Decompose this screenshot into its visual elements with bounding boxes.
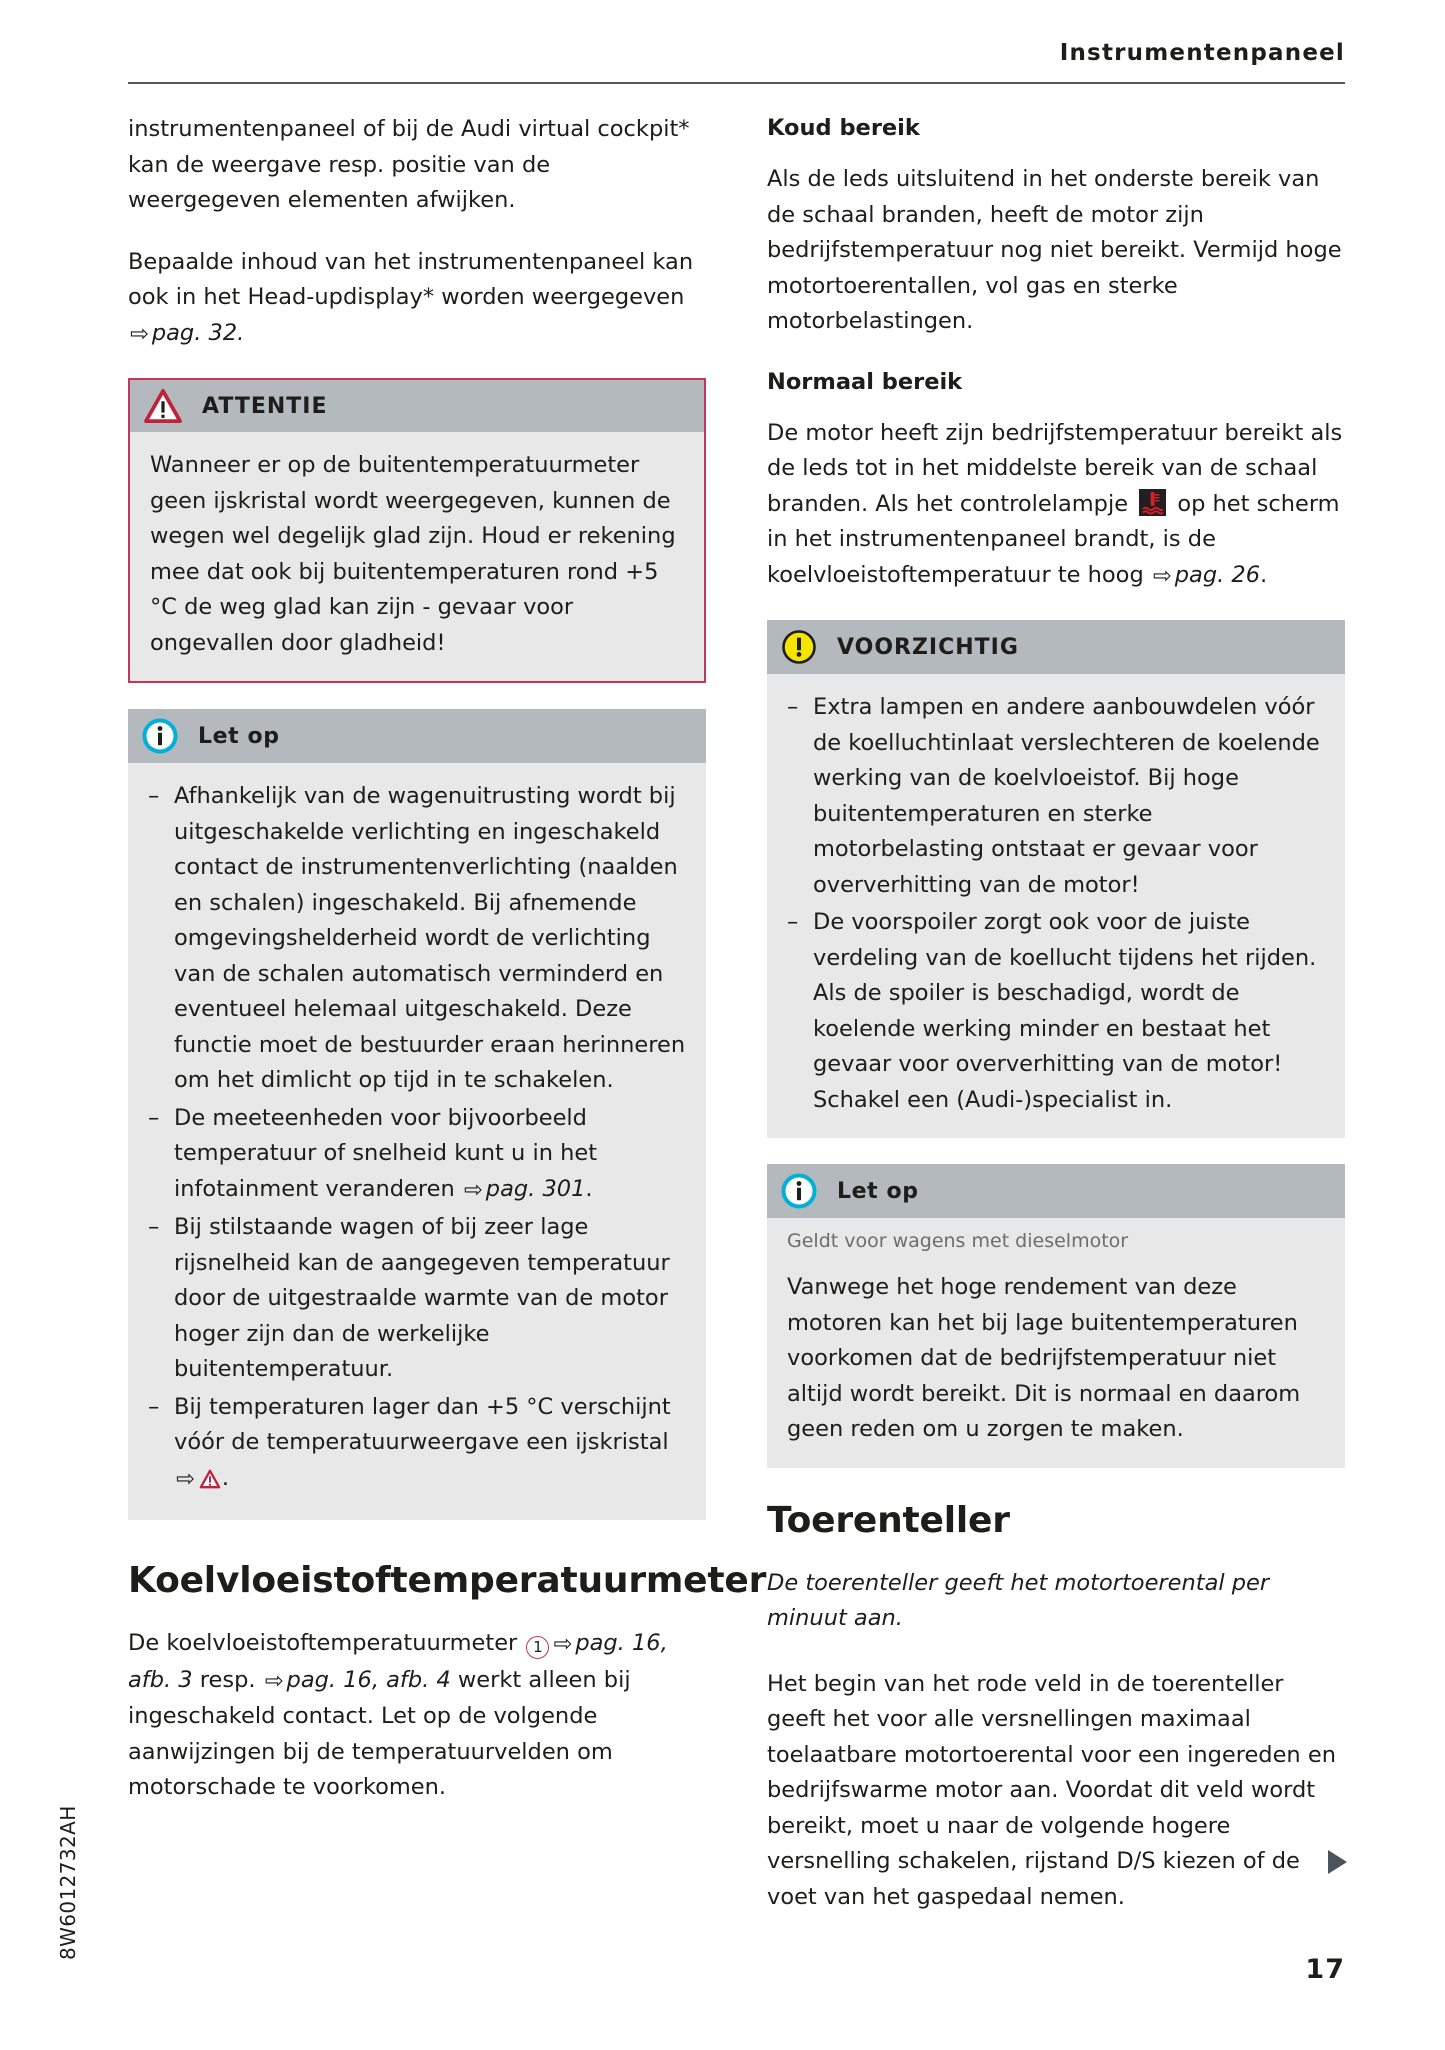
- coolant-temperature-telltale-icon: [1139, 489, 1166, 516]
- attentie-box-header: [130, 380, 704, 432]
- cross-reference-arrow-icon: ⇨: [553, 1631, 573, 1657]
- cross-reference-arrow-icon: ⇨: [264, 1667, 284, 1694]
- info-circle-icon: [781, 1173, 817, 1209]
- left-column: [128, 112, 767, 1832]
- list-item-text: De meeteenheden voor bijvoorbeeld temperatuur of snelheid kunt u in het infotainment veranderen: [174, 1104, 598, 1202]
- right-paragraph-2-tail: .: [1260, 561, 1268, 588]
- letop-box-left: [128, 709, 706, 1520]
- page-number: 17: [1305, 1954, 1345, 1985]
- left-paragraph-3-mid: resp.: [192, 1666, 263, 1693]
- subheading-koud-bereik: Koud bereik: [767, 115, 920, 141]
- list-item: [148, 1390, 686, 1501]
- page-heading-koelvloeistof: Koelvloeistoftemperatuurmeter: [128, 1560, 767, 1601]
- letop-box-left-title: Let op: [198, 723, 280, 749]
- continuation-marker-icon: [1328, 1850, 1347, 1874]
- letop-box-left-list: [148, 779, 686, 1500]
- left-paragraph-2-tail: .: [237, 319, 245, 346]
- voorzichtig-box-title: VOORZICHTIG: [837, 634, 1019, 660]
- letop-box-left-header: [128, 709, 706, 763]
- subheading-normaal-bereik: Normaal bereik: [767, 368, 963, 395]
- attentie-box: [128, 378, 706, 683]
- letop-box-right: [767, 1164, 1345, 1468]
- left-paragraph-3-text: De koelvloeistoftemperatuurmeter: [128, 1630, 525, 1656]
- left-paragraph-2-text: Bepaalde inhoud van het instrumentenpaneel kan ook in het Head-updisplay* worden weergegeven: [128, 248, 694, 310]
- right-paragraph-1: Als de leds uitsluitend in het onderste bereik van de schaal branden, heeft de motor zijn bedrijfstemperatuur nog niet bereikt. Vermijd hoge motortoerentallen, vol gas en sterke motorbelastingen.: [767, 166, 1342, 334]
- right-paragraph-3: Het begin van het rode veld in de toerenteller geeft het voor alle versnellingen maximaal toelaatbare motortoerental voor een ingereden en bedrijfswarme motor aan. Voordat dit veld wordt bereikt, moet u naar de volgende hogere versnelling schakelen, rijstand D/S kiezen of de voet van het gaspedaal nemen.: [767, 1670, 1336, 1910]
- warning-triangle-icon: [144, 389, 182, 423]
- list-item-text: Bij temperaturen lager dan +5 °C verschijnt vóór de temperatuurweergave een ijskristal: [174, 1393, 671, 1455]
- list-item: – Bij stilstaande wagen of bij zeer lage rijsnelheid kan de aangegeven temperatuur door de uitgestraalde warmte van de motor hoger zijn dan de werkelijke buitentemperatuur.: [148, 1210, 686, 1388]
- letop-box-right-subtitle: Geldt voor wagens met dieselmotor: [787, 1230, 1129, 1252]
- right-paragraph-2-reference: pag. 26: [1174, 561, 1261, 588]
- info-circle-icon: [142, 718, 178, 754]
- header-divider: [128, 82, 1345, 84]
- left-paragraph-3: [128, 1626, 706, 1806]
- list-item-tail: .: [221, 1464, 230, 1491]
- letop-box-right-body: [767, 1254, 1345, 1468]
- letop-box-left-body: [128, 763, 706, 1520]
- attentie-box-text: Wanneer er op de buitentemperatuurmeter geen ijskristal wordt weergegeven, kunnen de wegen wel degelijk glad zijn. Houd er rekening mee dat ook bij buitentemperaturen rond +5 °C de weg glad kan zijn - gevaar voor ongevallen door gladheid!: [150, 452, 676, 656]
- letop-box-right-header: [767, 1164, 1345, 1218]
- left-paragraph-2-reference: pag. 32: [151, 319, 238, 346]
- voorzichtig-box-list: [787, 690, 1325, 1118]
- caution-circle-icon: [781, 629, 817, 665]
- voorzichtig-box-body: [767, 674, 1345, 1138]
- toerenteller-lead: De toerenteller geeft het motortoerental per minuut aan.: [767, 1569, 1270, 1631]
- list-item: – De voorspoiler zorgt ook voor de juiste verdeling van de koellucht tijdens het rijden. Als de spoiler is beschadigd, wordt de koelende werking minder en bestaat het gevaar voor oververhitting van de motor! Schakel een (Audi-)specialist in.: [787, 905, 1325, 1118]
- right-paragraph-2: [767, 416, 1345, 595]
- spine-document-code: 8W6012732AH: [56, 1805, 80, 1960]
- left-paragraph-1: instrumentenpaneel of bij de Audi virtual cockpit* kan de weergave resp. positie van de weergegeven elementen afwijken.: [128, 116, 690, 213]
- left-paragraph-3-reference-2: pag. 16, afb. 4: [286, 1666, 451, 1693]
- left-paragraph-3-reference-1: pag. 16, afb. 3: [128, 1630, 668, 1693]
- cross-reference-arrow-icon: ⇨: [130, 320, 149, 347]
- running-head-title: Instrumentenpaneel: [1059, 40, 1345, 66]
- voorzichtig-box-header: [767, 620, 1345, 674]
- letop-box-right-title: Let op: [837, 1178, 919, 1204]
- list-item-tail: .: [585, 1175, 593, 1202]
- left-paragraph-2: [128, 245, 706, 353]
- list-item-reference: pag. 301: [485, 1175, 586, 1202]
- page-heading-toerenteller: Toerenteller: [767, 1499, 1010, 1541]
- list-item: – Extra lampen en andere aanbouwdelen vóór de koelluchtinlaat verslechteren de koelende werking van de koelvloeistof. Bij hoge buitentemperaturen en sterke motorbelasting ontstaat er gevaar voor oververhitting van de motor!: [787, 690, 1325, 903]
- callout-number-1: 1: [526, 1636, 549, 1659]
- left-paragraph-3-tail: werkt alleen bij ingeschakeld contact. Let op de volgende aanwijzingen bij de temperatuurvelden om motorschade te voorkomen.: [128, 1666, 631, 1800]
- cross-reference-arrow-icon: ⇨: [1152, 562, 1172, 589]
- right-paragraph-2-text: De motor heeft zijn bedrijfstemperatuur bereikt als de leds tot in het middelste bereik van de schaal branden. Als het controlelampje: [767, 419, 1343, 517]
- mini-warning-triangle-icon: [199, 1465, 221, 1501]
- attentie-box-title: ATTENTIE: [202, 393, 328, 419]
- letop-box-right-text: Vanwege het hoge rendement van deze motoren kan het bij lage buitentemperaturen voorkomen dat de bedrijfstemperatuur niet altijd wordt bereikt. Dit is normaal en daarom geen reden om u zorgen te maken.: [787, 1274, 1301, 1442]
- list-item: – Afhankelijk van de wagenuitrusting wordt bij uitgeschakelde verlichting en ingeschakeld contact de instrumentenverlichting (naalden en schalen) ingeschakeld. Bij afnemende omgevingshelderheid wordt de verlichting van de schalen automatisch verminderd en eventueel helemaal uitgeschakeld. Deze functie moet de bestuurder eraan herinneren om het dimlicht op tijd in te schakelen.: [148, 779, 686, 1099]
- voorzichtig-box: [767, 620, 1345, 1138]
- list-item: [148, 1101, 686, 1209]
- right-column: [767, 112, 1345, 1941]
- attentie-box-body: [130, 432, 704, 681]
- cross-reference-arrow-icon: ⇨: [176, 1465, 195, 1492]
- cross-reference-arrow-icon: ⇨: [463, 1176, 483, 1203]
- right-paragraph-2-text-2: op het scherm in het instrumentenpaneel brandt, is de koelvloeistoftemperatuur te hoog: [767, 490, 1340, 588]
